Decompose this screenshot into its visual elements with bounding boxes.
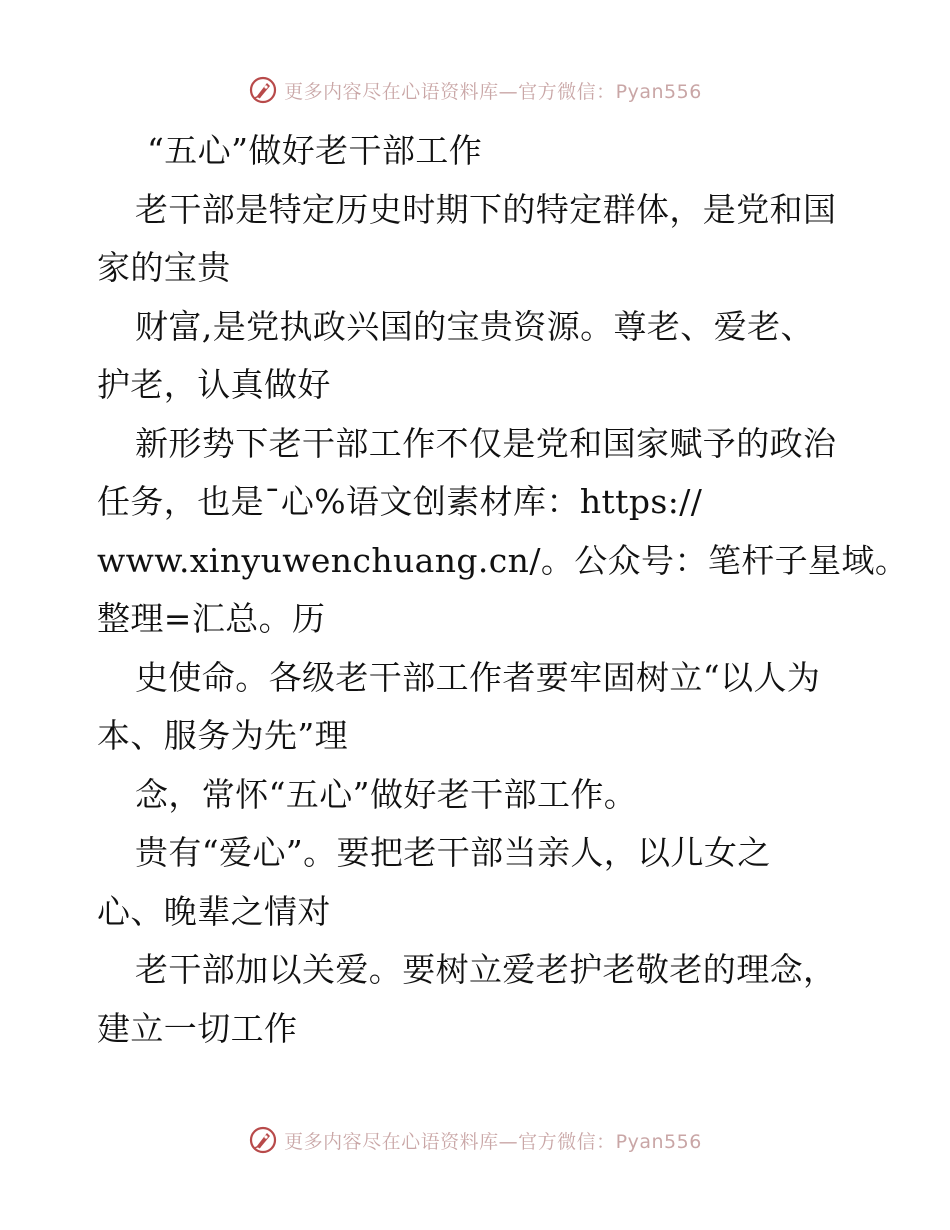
paragraph-line: 家的宝贵 xyxy=(97,248,231,287)
paragraph-line: 建立一切工作 xyxy=(97,1008,298,1048)
header-banner-text: 更多内容尽在心语资料库—官方微信：Pyan556 xyxy=(284,80,702,103)
paragraph-line: 念，常怀“五心”做好老干部工作。 xyxy=(135,774,638,814)
paragraph-line: 财富,是党执政兴国的宝贵资源。尊老、爱老、 xyxy=(135,306,814,346)
paragraph-line: 老干部加以关爱。要树立爱老护老敬老的理念， xyxy=(135,950,837,989)
paragraph-line: 整理=汇总。历 xyxy=(97,599,326,638)
pen-nib-logo-icon xyxy=(248,1125,278,1155)
paragraph-line: 老干部是特定历史时期下的特定群体，是党和国 xyxy=(135,189,837,229)
paragraph-line: 贵有“爱心”。要把老干部当亲人，以儿女之 xyxy=(135,833,771,872)
header-banner xyxy=(0,70,950,110)
footer-banner xyxy=(0,1120,950,1160)
paragraph-line: 任务，也是¯心%语文创素材库：https:// xyxy=(97,482,703,521)
paragraph-line: www.xinyuwenchuang.cn/。公众号：笔杆子星域。 xyxy=(97,540,909,580)
footer-banner-text: 更多内容尽在心语资料库—官方微信：Pyan556 xyxy=(284,1130,702,1153)
paragraph-line: 新形势下老干部工作不仅是党和国家赋予的政治 xyxy=(135,423,837,463)
pen-nib-logo-icon xyxy=(248,75,278,105)
paragraph-line: 心、晚辈之情对 xyxy=(97,891,331,931)
document-body xyxy=(97,122,909,1058)
paragraph-line: 护老，认真做好 xyxy=(97,365,331,404)
document-title: “五心”做好老干部工作 xyxy=(147,131,483,170)
paragraph-line: 本、服务为先”理 xyxy=(97,716,349,755)
paragraph-line: 史使命。各级老干部工作者要牢固树立“以人为 xyxy=(135,657,821,697)
